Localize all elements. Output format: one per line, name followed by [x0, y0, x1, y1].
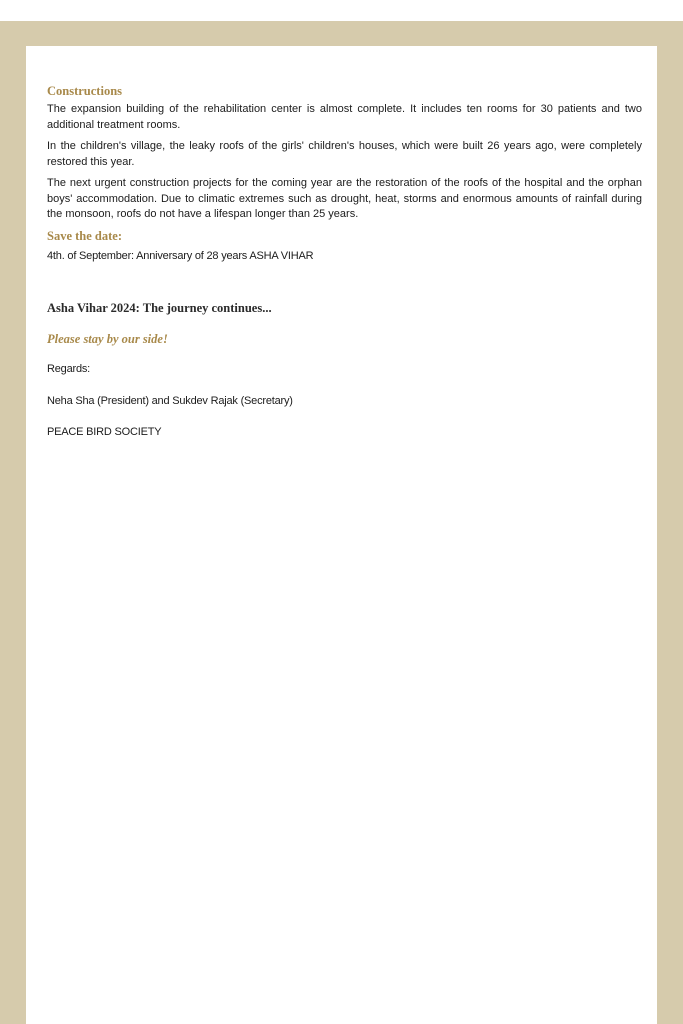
slogan: Please stay by our side! — [47, 332, 168, 346]
document-page — [26, 46, 657, 1024]
constructions-paragraph-1: The expansion building of the rehabilitation center is almost complete. It includes ten rooms for 30 patients and two additional treatment rooms. — [47, 103, 642, 131]
journey-title: Asha Vihar 2024: The journey continues... — [47, 301, 272, 315]
constructions-paragraph-2: In the children's village, the leaky roofs of the girls' children's houses, which were built 26 years ago, were completely restored this year. — [47, 140, 642, 168]
save-the-date-heading: Save the date: — [47, 228, 122, 243]
constructions-paragraph-3: The next urgent construction projects for the coming year are the restoration of the roofs of the hospital and the orphan boys' accommodation. Due to climatic extremes such as drought, heat, storms and enormous amounts of rainfall during the monsoon, roofs do not have a lifespan longer than 25 years. — [47, 177, 642, 220]
organization-name: PEACE BIRD SOCIETY — [47, 426, 162, 438]
regards-text: Regards: — [47, 363, 91, 375]
signatories-text: Neha Sha (President) and Sukdev Rajak (Secretary) — [47, 394, 293, 407]
constructions-heading: Constructions — [47, 84, 123, 98]
save-the-date-text: 4th. of September: Anniversary of 28 years ASHA VIHAR — [47, 249, 314, 262]
document-content — [47, 83, 642, 441]
